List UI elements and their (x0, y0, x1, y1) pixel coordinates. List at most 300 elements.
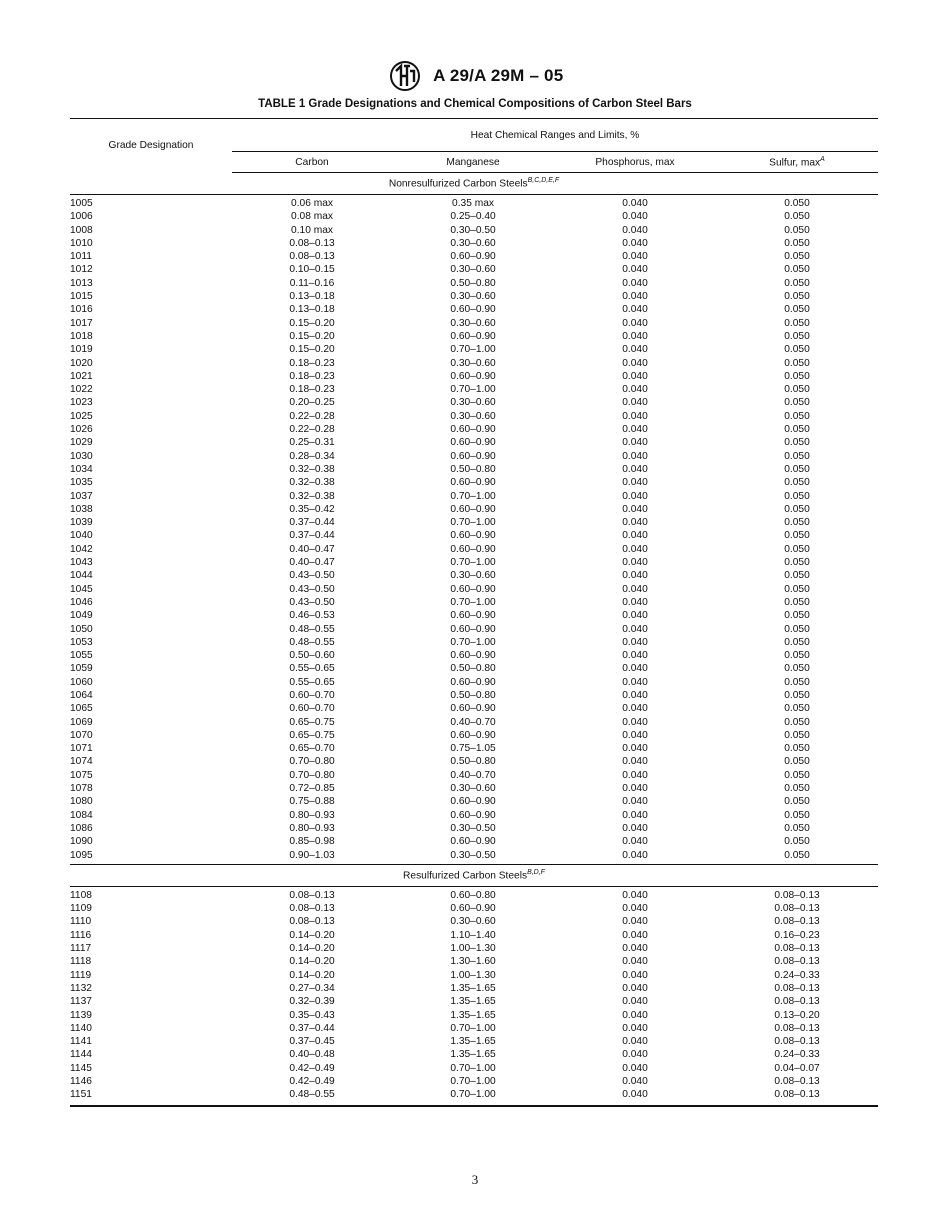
grade-cell: 1045 (70, 583, 93, 595)
grade-cell: 1110 (70, 916, 92, 928)
grade-cell: 1053 (70, 636, 93, 648)
sulfur-cell: 0.050 (784, 836, 810, 848)
table-row (70, 596, 878, 609)
grade-cell: 1086 (70, 822, 93, 834)
grade-cell: 1010 (70, 237, 93, 249)
manganese-cell: 0.30–0.60 (450, 291, 496, 303)
manganese-cell: 0.70–1.00 (450, 1089, 496, 1101)
phosphorus-header: Phosphorus, max (554, 152, 716, 173)
manganese-cell: 0.60–0.90 (450, 370, 496, 382)
table-row (70, 915, 878, 928)
sulfur-cell: 0.08–0.13 (774, 1036, 820, 1048)
carbon-cell: 0.14–0.20 (289, 969, 335, 981)
table-row (70, 237, 878, 250)
phosphorus-cell: 0.040 (622, 996, 648, 1008)
grade-cell: 1074 (70, 756, 93, 768)
manganese-cell: 0.30–0.60 (450, 264, 496, 276)
sulfur-cell: 0.050 (784, 783, 810, 795)
phosphorus-cell: 0.040 (622, 849, 648, 861)
composition-table-wrapper (70, 118, 878, 1107)
phosphorus-cell: 0.040 (622, 969, 648, 981)
manganese-cell: 1.35–1.65 (450, 996, 496, 1008)
manganese-cell: 0.75–1.05 (450, 743, 496, 755)
grade-cell: 1108 (70, 889, 92, 901)
table-row (70, 529, 878, 542)
grade-cell: 1008 (70, 224, 93, 236)
page-header (0, 60, 950, 92)
phosphorus-cell: 0.040 (622, 1062, 648, 1074)
grade-cell: 1145 (70, 1062, 92, 1074)
carbon-cell: 0.50–0.60 (289, 650, 335, 662)
grade-cell: 1029 (70, 437, 93, 449)
phosphorus-cell: 0.040 (622, 198, 648, 209)
manganese-cell: 0.60–0.90 (450, 796, 496, 808)
manganese-cell: 0.35 max (452, 198, 494, 209)
carbon-cell: 0.08–0.13 (289, 916, 335, 928)
phosphorus-cell: 0.040 (622, 663, 648, 675)
manganese-cell: 0.60–0.90 (450, 809, 496, 821)
table-row (70, 357, 878, 370)
carbon-cell: 0.13–0.18 (289, 291, 335, 303)
grade-cell: 1011 (70, 251, 92, 263)
manganese-cell: 0.30–0.60 (450, 783, 496, 795)
sulfur-cell: 0.050 (784, 809, 810, 821)
sulfur-cell: 0.050 (784, 237, 810, 249)
carbon-cell: 0.48–0.55 (289, 1089, 335, 1101)
table-row (70, 410, 878, 423)
table-row (70, 277, 878, 290)
page-number: 3 (471, 1172, 479, 1187)
table-row (70, 210, 878, 223)
table-row (70, 835, 878, 848)
manganese-cell: 0.60–0.90 (450, 676, 496, 688)
carbon-cell: 0.08 max (291, 211, 333, 223)
manganese-cell: 0.60–0.90 (450, 251, 496, 263)
manganese-cell: 0.70–1.00 (450, 384, 496, 396)
sulfur-cell: 0.13–0.20 (774, 1009, 820, 1021)
carbon-cell: 0.06 max (291, 198, 333, 209)
phosphorus-cell: 0.040 (622, 1076, 648, 1087)
sulfur-cell: 0.04–0.07 (774, 1062, 820, 1074)
table-row (70, 955, 878, 968)
manganese-cell: 0.40–0.70 (450, 716, 496, 728)
carbon-cell: 0.65–0.70 (289, 743, 335, 755)
manganese-cell: 0.60–0.90 (450, 530, 496, 542)
grade-cell: 1090 (70, 836, 93, 848)
carbon-cell: 0.37–0.45 (289, 1036, 335, 1048)
grade-cell: 1144 (70, 1049, 92, 1061)
grade-cell: 1006 (70, 211, 93, 223)
sulfur-cell: 0.24–0.33 (774, 1049, 820, 1061)
manganese-cell: 0.60–0.90 (450, 650, 496, 662)
manganese-cell: 0.30–0.60 (450, 410, 496, 422)
manganese-cell: 0.70–1.00 (450, 344, 496, 356)
grade-cell: 1049 (70, 610, 93, 622)
phosphorus-cell: 0.040 (622, 943, 648, 955)
sulfur-cell: 0.08–0.13 (774, 1076, 820, 1087)
phosphorus-cell: 0.040 (622, 437, 648, 449)
table-row (70, 370, 878, 383)
carbon-cell: 0.42–0.49 (289, 1076, 335, 1087)
carbon-cell: 0.46–0.53 (289, 610, 335, 622)
table-row (70, 450, 878, 463)
phosphorus-cell: 0.040 (622, 570, 648, 582)
phosphorus-cell: 0.040 (622, 783, 648, 795)
sulfur-cell: 0.050 (784, 650, 810, 662)
manganese-cell: 0.50–0.80 (450, 277, 496, 289)
sulfur-cell: 0.08–0.13 (774, 1089, 820, 1101)
sulfur-cell: 0.050 (784, 596, 810, 608)
phosphorus-cell: 0.040 (622, 477, 648, 489)
carbon-cell: 0.13–0.18 (289, 304, 335, 316)
sulfur-cell: 0.050 (784, 490, 810, 502)
sulfur-cell: 0.050 (784, 557, 810, 569)
manganese-cell: 0.70–1.00 (450, 636, 496, 648)
grade-cell: 1078 (70, 783, 93, 795)
sulfur-cell: 0.050 (784, 703, 810, 715)
sulfur-cell: 0.050 (784, 570, 810, 582)
sulfur-cell: 0.050 (784, 424, 810, 436)
phosphorus-cell: 0.040 (622, 317, 648, 329)
manganese-cell: 0.50–0.80 (450, 463, 496, 475)
sulfur-cell: 0.050 (784, 663, 810, 675)
table-row (70, 197, 878, 210)
manganese-cell: 0.40–0.70 (450, 769, 496, 781)
grade-cell: 1084 (70, 809, 93, 821)
table-row (70, 396, 878, 409)
carbon-cell: 0.35–0.43 (289, 1009, 335, 1021)
carbon-cell: 0.80–0.93 (289, 809, 335, 821)
manganese-cell: 0.30–0.60 (450, 357, 496, 369)
grade-cell: 1018 (70, 330, 93, 342)
manganese-cell: 0.70–1.00 (450, 596, 496, 608)
sulfur-cell: 0.050 (784, 277, 810, 289)
manganese-cell: 1.35–1.65 (450, 1036, 496, 1048)
grade-cell: 1021 (70, 370, 93, 382)
carbon-cell: 0.90–1.03 (289, 849, 335, 861)
table-row (70, 463, 878, 476)
table-row (70, 995, 878, 1008)
manganese-cell: 0.30–0.60 (450, 317, 496, 329)
grade-cell: 1132 (70, 982, 92, 994)
table-row (70, 1088, 878, 1101)
sulfur-cell: 0.050 (784, 224, 810, 236)
phosphorus-cell: 0.040 (622, 370, 648, 382)
carbon-cell: 0.20–0.25 (289, 397, 335, 409)
manganese-cell: 0.60–0.90 (450, 583, 496, 595)
manganese-cell: 0.60–0.90 (450, 437, 496, 449)
manganese-cell: 0.60–0.90 (450, 543, 496, 555)
table-row (70, 649, 878, 662)
grade-cell: 1069 (70, 716, 93, 728)
table-row (70, 702, 878, 715)
phosphorus-cell: 0.040 (622, 889, 648, 901)
carbon-cell: 0.25–0.31 (289, 437, 335, 449)
grade-cell: 1012 (70, 264, 93, 276)
phosphorus-cell: 0.040 (622, 397, 648, 409)
sulfur-cell: 0.050 (784, 689, 810, 701)
phosphorus-cell: 0.040 (622, 703, 648, 715)
phosphorus-cell: 0.040 (622, 729, 648, 741)
sulfur-cell: 0.08–0.13 (774, 943, 820, 955)
table-row (70, 689, 878, 702)
sulfur-cell: 0.050 (784, 211, 810, 223)
table-row (70, 942, 878, 955)
table-row (70, 623, 878, 636)
phosphorus-cell: 0.040 (622, 543, 648, 555)
grade-cell: 1050 (70, 623, 93, 635)
carbon-cell: 0.40–0.47 (289, 557, 335, 569)
sulfur-cell: 0.050 (784, 357, 810, 369)
sulfur-cell: 0.050 (784, 716, 810, 728)
table-row (70, 742, 878, 755)
grade-cell: 1139 (70, 1009, 92, 1021)
table-row (70, 1009, 878, 1022)
grade-cell: 1119 (70, 969, 92, 981)
carbon-cell: 0.27–0.34 (289, 982, 335, 994)
sulfur-cell: 0.050 (784, 610, 810, 622)
grade-cell: 1025 (70, 410, 93, 422)
sulfur-cell: 0.050 (784, 450, 810, 462)
manganese-cell: 0.50–0.80 (450, 756, 496, 768)
grade-cell: 1040 (70, 530, 93, 542)
carbon-cell: 0.40–0.48 (289, 1049, 335, 1061)
carbon-cell: 0.70–0.80 (289, 769, 335, 781)
sulfur-cell: 0.050 (784, 583, 810, 595)
grade-cell: 1064 (70, 689, 93, 701)
carbon-cell: 0.75–0.88 (289, 796, 335, 808)
sulfur-cell: 0.050 (784, 330, 810, 342)
grade-cell: 1116 (70, 929, 92, 941)
phosphorus-cell: 0.040 (622, 384, 648, 396)
grade-cell: 1075 (70, 769, 93, 781)
sulfur-cell: 0.050 (784, 729, 810, 741)
manganese-cell: 0.50–0.80 (450, 663, 496, 675)
phosphorus-cell: 0.040 (622, 796, 648, 808)
sulfur-cell: 0.050 (784, 397, 810, 409)
manganese-cell: 1.10–1.40 (450, 929, 496, 941)
sulfur-cell: 0.050 (784, 344, 810, 356)
carbon-cell: 0.18–0.23 (289, 384, 335, 396)
carbon-cell: 0.14–0.20 (289, 929, 335, 941)
phosphorus-cell: 0.040 (622, 357, 648, 369)
manganese-cell: 0.70–1.00 (450, 490, 496, 502)
phosphorus-cell: 0.040 (622, 450, 648, 462)
sulfur-cell: 0.050 (784, 477, 810, 489)
carbon-cell: 0.42–0.49 (289, 1062, 335, 1074)
phosphorus-cell: 0.040 (622, 277, 648, 289)
table-row (70, 290, 878, 303)
carbon-cell: 0.11–0.16 (289, 277, 335, 289)
manganese-cell: 0.30–0.60 (450, 237, 496, 249)
carbon-header: Carbon (232, 152, 392, 173)
sulfur-cell: 0.08–0.13 (774, 903, 820, 915)
carbon-cell: 0.22–0.28 (289, 424, 335, 436)
manganese-cell: 0.30–0.50 (450, 224, 496, 236)
carbon-cell: 0.60–0.70 (289, 689, 335, 701)
grade-cell: 1019 (70, 344, 93, 356)
carbon-cell: 0.08–0.13 (289, 251, 335, 263)
carbon-cell: 0.15–0.20 (289, 330, 335, 342)
table-row (70, 809, 878, 822)
section2-footnote-marks: B,D,F (527, 869, 545, 877)
table-row (70, 263, 878, 276)
table-row (70, 889, 878, 902)
sulfur-cell: 0.050 (784, 251, 810, 263)
phosphorus-cell: 0.040 (622, 716, 648, 728)
sulfur-cell: 0.050 (784, 743, 810, 755)
grade-cell: 1044 (70, 570, 93, 582)
sulfur-cell: 0.050 (784, 370, 810, 382)
section-title-nonresulfurized (70, 173, 878, 195)
sulfur-cell: 0.050 (784, 503, 810, 515)
manganese-cell: 1.30–1.60 (450, 956, 496, 968)
table-row (70, 969, 878, 982)
manganese-cell: 0.60–0.90 (450, 450, 496, 462)
carbon-cell: 0.10 max (291, 224, 333, 236)
phosphorus-cell: 0.040 (622, 410, 648, 422)
sulfur-cell: 0.050 (784, 463, 810, 475)
sulfur-cell: 0.050 (784, 769, 810, 781)
sulfur-cell: 0.050 (784, 198, 810, 209)
grade-cell: 1022 (70, 384, 93, 396)
grade-cell: 1026 (70, 424, 93, 436)
sulfur-cell: 0.050 (784, 410, 810, 422)
table-row (70, 516, 878, 529)
carbon-cell: 0.18–0.23 (289, 357, 335, 369)
table-row (70, 849, 878, 862)
grade-cell: 1140 (70, 1022, 92, 1034)
sulfur-footnote-mark: A (820, 155, 825, 163)
grade-cell: 1060 (70, 676, 93, 688)
carbon-cell: 0.28–0.34 (289, 450, 335, 462)
manganese-cell: 0.60–0.90 (450, 903, 496, 915)
table-row (70, 982, 878, 995)
sulfur-cell: 0.050 (784, 822, 810, 834)
phosphorus-cell: 0.040 (622, 956, 648, 968)
grade-cell: 1043 (70, 557, 93, 569)
table-row (70, 662, 878, 675)
table-row (70, 716, 878, 729)
phosphorus-cell: 0.040 (622, 1009, 648, 1021)
carbon-cell: 0.43–0.50 (289, 583, 335, 595)
carbon-cell: 0.37–0.44 (289, 517, 335, 529)
table-row (70, 343, 878, 356)
phosphorus-cell: 0.040 (622, 330, 648, 342)
phosphorus-cell: 0.040 (622, 424, 648, 436)
phosphorus-cell: 0.040 (622, 1036, 648, 1048)
carbon-cell: 0.55–0.65 (289, 676, 335, 688)
carbon-cell: 0.08–0.13 (289, 903, 335, 915)
table-row (70, 436, 878, 449)
carbon-cell: 0.80–0.93 (289, 822, 335, 834)
carbon-cell: 0.08–0.13 (289, 237, 335, 249)
grade-cell: 1137 (70, 996, 92, 1008)
manganese-cell: 0.25–0.40 (450, 211, 496, 223)
phosphorus-cell: 0.040 (622, 689, 648, 701)
phosphorus-cell: 0.040 (622, 344, 648, 356)
sulfur-cell: 0.050 (784, 517, 810, 529)
phosphorus-cell: 0.040 (622, 1022, 648, 1034)
grade-cell: 1017 (70, 317, 93, 329)
phosphorus-cell: 0.040 (622, 557, 648, 569)
carbon-cell: 0.48–0.55 (289, 636, 335, 648)
table-row (70, 556, 878, 569)
table-row (70, 1075, 878, 1088)
phosphorus-cell: 0.040 (622, 929, 648, 941)
grade-cell: 1146 (70, 1076, 92, 1087)
table-row (70, 902, 878, 915)
manganese-cell: 0.60–0.90 (450, 623, 496, 635)
carbon-cell: 0.48–0.55 (289, 623, 335, 635)
phosphorus-cell: 0.040 (622, 623, 648, 635)
sulfur-cell: 0.24–0.33 (774, 969, 820, 981)
composition-table (70, 118, 878, 1107)
phosphorus-cell: 0.040 (622, 610, 648, 622)
phosphorus-cell: 0.040 (622, 756, 648, 768)
table-row (70, 543, 878, 556)
sulfur-cell: 0.050 (784, 623, 810, 635)
phosphorus-cell: 0.040 (622, 809, 648, 821)
grade-cell: 1034 (70, 463, 93, 475)
manganese-cell: 0.70–1.00 (450, 1076, 496, 1087)
grade-cell: 1015 (70, 291, 93, 303)
sulfur-cell: 0.050 (784, 756, 810, 768)
table-row (70, 609, 878, 622)
sulfur-cell: 0.08–0.13 (774, 956, 820, 968)
carbon-cell: 0.65–0.75 (289, 729, 335, 741)
grade-cell: 1038 (70, 503, 93, 515)
table-row (70, 636, 878, 649)
manganese-cell: 0.30–0.60 (450, 916, 496, 928)
sulfur-cell: 0.050 (784, 291, 810, 303)
manganese-cell: 0.60–0.90 (450, 304, 496, 316)
phosphorus-cell: 0.040 (622, 264, 648, 276)
carbon-cell: 0.40–0.47 (289, 543, 335, 555)
grade-cell: 1013 (70, 277, 93, 289)
section2-label: Resulfurized Carbon Steels (403, 870, 528, 882)
phosphorus-cell: 0.040 (622, 822, 648, 834)
section-title-resulfurized (70, 864, 878, 886)
phosphorus-cell: 0.040 (622, 916, 648, 928)
phosphorus-cell: 0.040 (622, 596, 648, 608)
table-row (70, 929, 878, 942)
grade-cell: 1141 (70, 1036, 92, 1048)
table-row (70, 569, 878, 582)
table-row (70, 303, 878, 316)
grade-cell: 1030 (70, 450, 93, 462)
grade-cell: 1109 (70, 903, 92, 915)
table-row (70, 795, 878, 808)
table-title: TABLE 1 Grade Designations and Chemical Compositions of Carbon Steel Bars (258, 98, 692, 110)
sulfur-cell: 0.08–0.13 (774, 996, 820, 1008)
table-row (70, 224, 878, 237)
resulfurized-rows (70, 889, 878, 1102)
phosphorus-cell: 0.040 (622, 517, 648, 529)
phosphorus-cell: 0.040 (622, 251, 648, 263)
manganese-cell: 0.60–0.90 (450, 836, 496, 848)
carbon-cell: 0.72–0.85 (289, 783, 335, 795)
phosphorus-cell: 0.040 (622, 237, 648, 249)
grade-cell: 1020 (70, 357, 93, 369)
manganese-cell: 0.30–0.50 (450, 849, 496, 861)
manganese-cell: 0.30–0.50 (450, 822, 496, 834)
sulfur-header-label: Sulfur, max (769, 157, 821, 169)
carbon-cell: 0.43–0.50 (289, 596, 335, 608)
table-row (70, 782, 878, 795)
manganese-cell: 0.70–1.00 (450, 557, 496, 569)
sulfur-header (716, 152, 878, 173)
